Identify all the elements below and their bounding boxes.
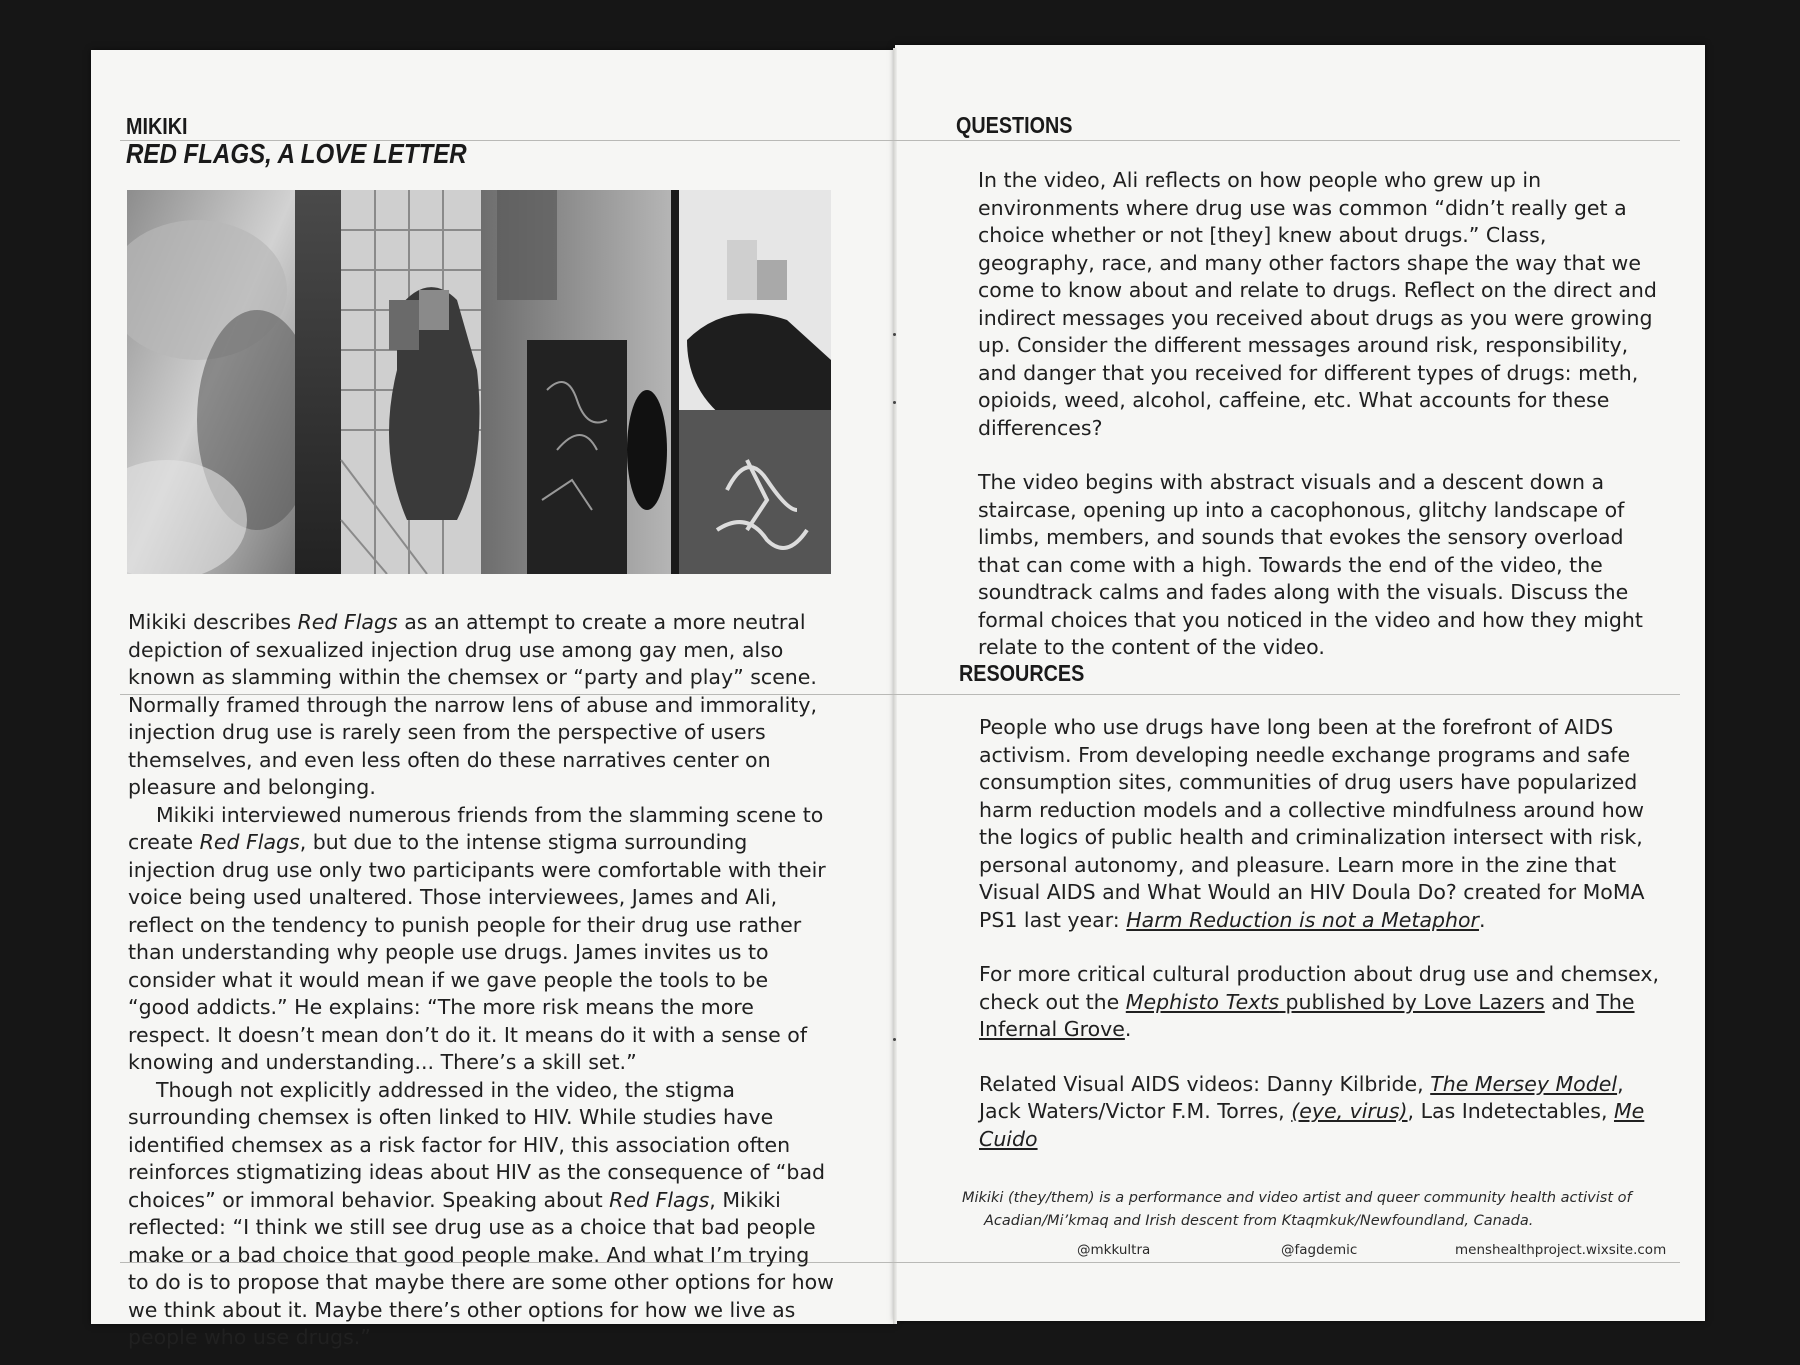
question-1: In the video, Ali reflects on how people who grew up in environments where drug use was common “didn’t really get a choice whether or not [they] knew about drugs.” Class, geography, race, and many other factors shape the way that we come to know about and relate to drugs. Reflect on the direct and indirect messages you received about drugs as you were growing up. Consider the different messages around risk, responsibility, and danger that you received for different types of drugs: meth, opioids, weed, alcohol, caffeine, etc. What accounts for these differences? bbox=[978, 168, 1657, 440]
text-run: Mikiki describes bbox=[128, 610, 298, 634]
text-run: as an attempt to create a more neutral depiction of sexualized injection drug use among gay men, also known as slamming within the chemsex or “party and play” scene. Normally framed through the narrow lens of abuse and immorality, injection drug use is rarely seen from the perspective of users themselves, and even less often do these narratives center on pleasure and belonging. bbox=[128, 610, 817, 799]
harm-reduction-link[interactable]: Harm Reduction is not a Metaphor bbox=[1126, 907, 1479, 932]
video-still-collage bbox=[127, 190, 831, 574]
bio-line-1: Mikiki (they/them) is a performance and video artist and queer community health activist of bbox=[962, 1190, 1632, 1206]
mephisto-texts-link[interactable] bbox=[1126, 990, 1545, 1014]
resource-2 bbox=[979, 961, 1669, 1044]
staple-mark bbox=[893, 401, 896, 404]
artist-bio bbox=[962, 1187, 1670, 1233]
questions-text bbox=[978, 167, 1668, 662]
work-title-italic: Red Flags bbox=[199, 830, 300, 854]
text-run: , Mikiki reflected: “I think we still see drug use as a choice that bad people make or a bad choice that good people make. And what I’m trying to do is to propose that maybe there are some other options for how we think about it. Maybe there’s other options for how we live as people who use drugs.” bbox=[128, 1187, 834, 1349]
work-title: RED FLAGS, A LOVE LETTER bbox=[126, 138, 467, 169]
text-run: Mikiki interviewed numerous friends from the slamming scene to create bbox=[128, 802, 824, 854]
resource-3 bbox=[979, 1071, 1669, 1154]
work-title-italic: Red Flags bbox=[297, 610, 398, 634]
text-run: For more critical cultural production about drug use and chemsex, check out the bbox=[979, 962, 1660, 1014]
text-run: , Las Indetectables, bbox=[1407, 1099, 1614, 1123]
infernal-grove-link[interactable]: The Infernal Grove bbox=[979, 989, 1635, 1041]
work-title-italic: Red Flags bbox=[609, 1187, 710, 1212]
eye-virus-link[interactable]: (eye, virus) bbox=[1291, 1099, 1408, 1123]
text-run: People who use drugs have long been at the forefront of AIDS activism. From developing needle exchange programs and safe consumption sites, communities of drug users have popularized harm reduction models and a collective mindfulness around how the logics of public health and criminalization intersect with risk, personal autonomy, and pleasure. Learn more in the zine that Visual AIDS and What Would an HIV Doula Do? created for MoMA PS1 last year: bbox=[979, 715, 1645, 932]
me-cuido-link[interactable]: Me Cuido bbox=[979, 1099, 1645, 1151]
link-italic-part[interactable]: Mephisto Texts bbox=[1125, 989, 1280, 1014]
text-run: Related Visual AIDS videos: Danny Kilbride, bbox=[979, 1071, 1431, 1096]
text-run: and bbox=[1544, 989, 1597, 1014]
text-run: . bbox=[1478, 907, 1486, 932]
text-run: , but due to the intense stigma surrounding injection drug use only two participants were comfortable with their voice being used unaltered. Those interviewees, James and Ali, reflect on the tendency to punish people for their drug use rather than understanding why people use drugs. James invites us to consider what it would mean if we gave people the tools to be “good addicts.” He explains: “The more risk means the more respect. It doesn’t mean don’t do it. It means do it with a sense of knowing and understanding... There’s a skill set.” bbox=[128, 830, 826, 1074]
paragraph-3 bbox=[128, 1077, 836, 1352]
question-2: The video begins with abstract visuals and a descent down a staircase, opening up into a cacophonous, glitchy landscape of limbs, members, and sounds that evokes the sensory overload that can come with a high. Towards the end of the video, the soundtrack calms and fades along with the visuals. Discuss the formal choices that you noticed in the video and how they might relate to the content of the video. bbox=[978, 470, 1643, 659]
bio-line-2: Acadian/Mi’kmaq and Irish descent from Ktaqmkuk/Newfoundland, Canada. bbox=[984, 1213, 1534, 1229]
staple-mark bbox=[893, 1038, 896, 1041]
text-run: . bbox=[1124, 1017, 1132, 1041]
resource-1 bbox=[979, 714, 1669, 934]
page-fold bbox=[893, 48, 897, 1324]
text-run: , Jack Waters/Victor F.M. Torres, bbox=[979, 1071, 1624, 1123]
project-handle[interactable]: @fagdemic bbox=[1281, 1242, 1358, 1258]
left-body-text bbox=[128, 609, 836, 1352]
resources-text bbox=[979, 714, 1669, 1153]
artist-handle[interactable]: @mkkultra bbox=[1077, 1242, 1151, 1258]
artist-name: MIKIKI bbox=[126, 113, 188, 139]
paragraph-1 bbox=[128, 609, 836, 802]
text-run: Though not explicitly addressed in the video, the stigma surrounding chemsex is often linked to HIV. While studies have identified chemsex as a risk factor for HIV, this association often reinforces stigmatizing ideas about HIV as the consequence of “bad choices” or immoral behavior. Speaking about bbox=[128, 1077, 826, 1212]
staple-mark bbox=[893, 333, 896, 336]
paragraph-2 bbox=[128, 802, 836, 1077]
link-rest-part[interactable]: published by Love Lazers bbox=[1279, 989, 1545, 1014]
resources-heading: RESOURCES bbox=[959, 660, 1085, 686]
website-link[interactable]: menshealthproject.wixsite.com bbox=[1455, 1242, 1667, 1258]
mersey-model-link[interactable]: The Mersey Model bbox=[1430, 1071, 1618, 1096]
questions-heading: QUESTIONS bbox=[956, 112, 1073, 138]
